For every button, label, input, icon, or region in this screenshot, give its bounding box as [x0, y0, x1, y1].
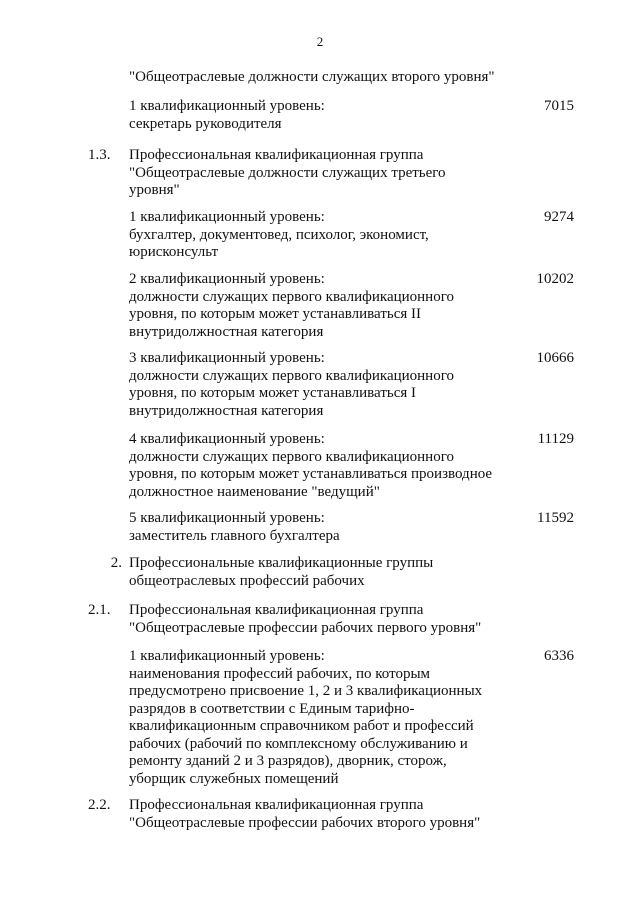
- salary-value: 11129: [537, 431, 574, 447]
- text-line: "Общеотраслевые профессии рабочих первого уровня": [129, 619, 482, 636]
- row-text: [129, 271, 529, 341]
- text-line: предусмотрено присвоение 1, 2 и 3 квалификационных: [129, 683, 483, 699]
- text-line: бухгалтер, документовед, психолог, экономист,: [129, 226, 429, 243]
- row-number: 2.2.: [88, 797, 111, 813]
- row-text: [129, 98, 529, 133]
- text-line: уровня, по которым может устанавливаться I: [129, 385, 417, 401]
- salary-value: 7015: [544, 98, 574, 114]
- row-text: [129, 69, 529, 87]
- row-number: 1.3.: [88, 147, 111, 163]
- text-line: 4 квалификационный уровень:: [129, 431, 325, 447]
- row-text: [129, 350, 529, 420]
- text-line: 5 квалификационный уровень:: [129, 510, 325, 526]
- text-line: должности служащих первого квалификационного: [129, 288, 454, 305]
- text-line: Профессиональная квалификационная группа: [129, 147, 424, 163]
- text-line: секретарь руководителя: [129, 115, 282, 132]
- text-line: 1 квалификационный уровень:: [129, 209, 325, 225]
- text-line: должности служащих первого квалификационного: [129, 448, 454, 465]
- text-line: 1 квалификационный уровень:: [129, 98, 325, 114]
- text-line: 1 квалификационный уровень:: [129, 648, 325, 664]
- row-text: [129, 510, 529, 545]
- salary-value: 9274: [544, 209, 574, 225]
- text-line: уровня, по которым может устанавливаться производное: [129, 466, 493, 482]
- text-line: наименования профессий рабочих, по которым: [129, 665, 431, 682]
- salary-value: 6336: [544, 648, 574, 664]
- row-number: 2.: [110, 555, 122, 571]
- salary-value: 10202: [536, 271, 574, 287]
- row-text: [129, 648, 529, 788]
- text-line: "Общеотраслевые должности служащих третьего: [129, 164, 446, 181]
- text-line: "Общеотраслевые должности служащих второго уровня": [129, 69, 495, 85]
- text-line: 3 квалификационный уровень:: [129, 350, 325, 366]
- text-line: Профессиональная квалификационная группа: [129, 797, 424, 813]
- text-line: Профессиональная квалификационная группа: [129, 602, 424, 618]
- row-text: [129, 797, 529, 832]
- text-line: юрисконсульт: [129, 244, 219, 260]
- row-text: [129, 602, 529, 637]
- text-line: Профессиональные квалификационные группы: [129, 555, 434, 571]
- text-line: рабочих (рабочий по комплексному обслуживанию и: [129, 735, 468, 752]
- row-text: [129, 431, 529, 501]
- row-number: 2.1.: [88, 602, 111, 618]
- row-text: [129, 555, 529, 590]
- text-line: внутридолжностная категория: [129, 402, 324, 419]
- salary-value: 10666: [536, 350, 574, 366]
- text-line: должности служащих первого квалификационного: [129, 367, 454, 384]
- text-line: уровня": [129, 182, 180, 198]
- text-line: уборщик служебных помещений: [129, 770, 339, 787]
- row-text: [129, 209, 529, 262]
- text-line: разрядов в соответствии с Единым тарифно-: [129, 700, 415, 717]
- text-line: уровня, по которым может устанавливаться II: [129, 306, 422, 322]
- text-line: 2 квалификационный уровень:: [129, 271, 325, 287]
- text-line: внутридолжностная категория: [129, 323, 324, 340]
- row-text: [129, 147, 529, 200]
- text-line: общеотраслевых профессий рабочих: [129, 572, 365, 589]
- page-number: 2: [316, 34, 324, 49]
- text-line: "Общеотраслевые профессии рабочих второго уровня": [129, 814, 481, 831]
- text-line: ремонту зданий 2 и 3 разрядов), дворник, сторож,: [129, 753, 447, 769]
- text-line: квалификационным справочником работ и профессий: [129, 718, 474, 734]
- text-line: заместитель главного бухгалтера: [129, 527, 340, 544]
- salary-value: 11592: [537, 510, 574, 526]
- text-line: должностное наименование "ведущий": [129, 483, 380, 500]
